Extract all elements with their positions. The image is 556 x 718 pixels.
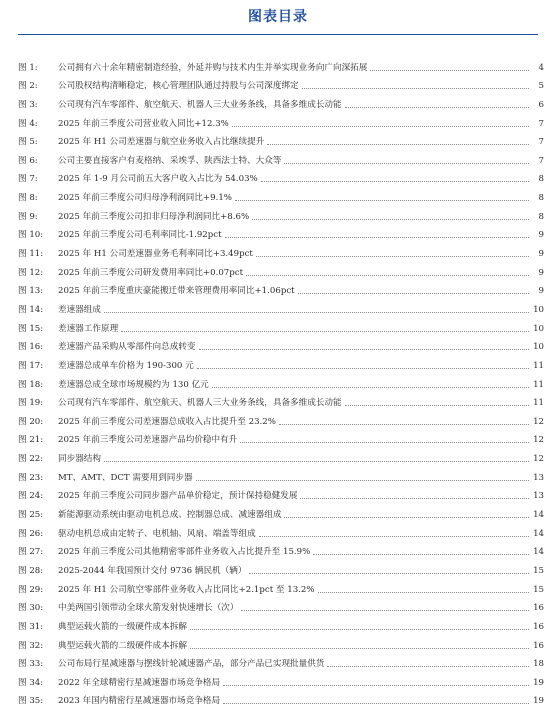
figure-caption: 驱动电机总成由定转子、电机轴、风扇、端盖等组成	[58, 528, 256, 539]
page-number: 9	[538, 267, 544, 278]
dot-leader	[190, 628, 529, 630]
page-title: 图表目录	[248, 9, 308, 25]
toc-entry[interactable]	[18, 614, 544, 633]
figure-number: 图 28:	[18, 565, 44, 576]
page-number: 14	[533, 528, 544, 539]
figure-caption: 差速器工作原理	[58, 323, 119, 334]
figure-number: 图 20:	[18, 416, 44, 427]
page-number: 16	[533, 621, 544, 632]
dot-leader	[259, 535, 529, 537]
figure-number: 图 8:	[18, 193, 38, 204]
figure-number: 图 35:	[18, 696, 44, 707]
figure-caption: 公司拥有六十余年精密制造经验，外延并购与技术内生并举实现业务向广向深拓展	[58, 62, 368, 73]
figure-number: 图 9:	[18, 211, 38, 222]
dot-leader	[104, 311, 529, 313]
dot-leader	[313, 553, 529, 555]
figure-caption: 典型运载火箭的二级硬件成本拆解	[58, 640, 187, 651]
toc-entry[interactable]	[18, 558, 544, 577]
toc-entry[interactable]	[18, 391, 544, 410]
figure-caption: 同步器结构	[58, 454, 101, 465]
figure-number: 图 12:	[18, 267, 44, 278]
figure-number: 图 5:	[18, 137, 38, 148]
dot-leader	[223, 702, 529, 704]
toc-entry[interactable]	[18, 540, 544, 559]
dot-leader	[370, 69, 529, 71]
dot-leader	[261, 180, 529, 182]
toc-entry[interactable]	[18, 577, 544, 596]
page-number: 12	[533, 416, 544, 427]
figure-number: 图 19:	[18, 398, 44, 409]
toc-entry[interactable]	[18, 167, 544, 186]
dot-leader	[197, 367, 529, 369]
figure-caption: 差速器总成全球市场规模约为 130 亿元	[58, 379, 209, 390]
figure-number: 图 6:	[18, 155, 38, 166]
toc-entry[interactable]	[18, 316, 544, 335]
figure-caption: 公司现有汽车零部件、航空航天、机器人三大业务条线，具备多维成长动能	[58, 99, 342, 110]
figure-caption: 2025 年前三季度公司扣非归母净利润同比+8.6%	[58, 211, 250, 222]
page-number: 14	[533, 547, 544, 558]
page-number: 7	[538, 118, 544, 129]
figure-number: 图 13:	[18, 286, 44, 297]
figure-number: 图 22:	[18, 454, 44, 465]
dot-leader	[225, 236, 529, 238]
figure-number: 图 25:	[18, 510, 44, 521]
toc-entry[interactable]	[18, 335, 544, 354]
figure-number: 图 18:	[18, 379, 44, 390]
page-number: 9	[538, 249, 544, 260]
dot-leader	[284, 516, 529, 518]
page-number: 14	[533, 510, 544, 521]
dot-leader	[235, 199, 529, 201]
figure-number: 图 33:	[18, 659, 44, 670]
page-number: 16	[533, 640, 544, 651]
page-number: 11	[533, 360, 544, 371]
figure-number: 图 4:	[18, 118, 38, 129]
dot-leader	[279, 423, 529, 425]
page-number: 12	[533, 435, 544, 446]
figure-number: 图 3:	[18, 99, 38, 110]
page-number: 6	[538, 99, 544, 110]
figure-caption: 新能源驱动系统由驱动电机总成、控制器总成、减速器组成	[58, 510, 282, 521]
page-number: 9	[538, 286, 544, 297]
figure-caption: 2025 年前三季度公司研发费用率同比+0.07pct	[58, 267, 244, 278]
figure-caption: 公司现有汽车零部件、航空航天、机器人三大业务条线，具备多维成长动能	[58, 398, 342, 409]
dot-leader	[121, 330, 529, 332]
toc-entry[interactable]	[18, 111, 544, 130]
toc-entry[interactable]	[18, 521, 544, 540]
figure-number: 图 15:	[18, 323, 44, 334]
figure-caption: 2022 年全球精密行星减速器市场竞争格局	[58, 677, 221, 688]
page-number: 8	[538, 193, 544, 204]
dot-leader	[267, 143, 529, 145]
dot-leader	[249, 572, 529, 574]
figure-caption: 2025-2044 年我国预计交付 9736 辆民机（辆）	[58, 565, 247, 576]
figure-number: 图 10:	[18, 230, 44, 241]
figure-caption: 2025 年前三季度公司毛利率同比-1.92pct	[58, 230, 222, 241]
figure-index-list	[18, 55, 544, 707]
figure-caption: 2025 年 H1 公司差速器业务毛利率同比+3.49pct	[58, 249, 253, 260]
figure-caption: 公司股权结构清晰稳定，核心管理团队通过持股与公司深度绑定	[58, 81, 299, 92]
dot-leader	[298, 292, 529, 294]
page-number: 11	[533, 398, 544, 409]
figure-caption: 典型运载火箭的一级硬件成本拆解	[58, 621, 187, 632]
page-number: 18	[533, 659, 544, 670]
title-divider	[18, 34, 538, 35]
dot-leader	[327, 665, 529, 667]
dot-leader	[284, 162, 529, 164]
dot-leader	[345, 106, 529, 108]
page-number: 15	[533, 565, 544, 576]
figure-number: 图 7:	[18, 174, 38, 185]
toc-entry[interactable]	[18, 652, 544, 671]
figure-caption: 2025 年前三季度公司差速器总成收入占比提升至 23.2%	[58, 416, 276, 427]
figure-number: 图 11:	[18, 249, 44, 260]
toc-entry[interactable]	[18, 484, 544, 503]
dot-leader	[246, 274, 529, 276]
toc-entry[interactable]	[18, 297, 544, 316]
figure-caption: 差速器产品采购从零部件向总成转变	[58, 342, 196, 353]
toc-entry[interactable]	[18, 223, 544, 242]
dot-leader	[300, 497, 529, 499]
figure-caption: MT、AMT、DCT 需要用到同步器	[58, 472, 193, 483]
toc-entry[interactable]	[18, 633, 544, 652]
figure-number: 图 26:	[18, 528, 44, 539]
figure-caption: 2025 年前三季度公司同步器产品单价稳定，预计保持稳健发展	[58, 491, 298, 502]
toc-entry[interactable]	[18, 409, 544, 428]
dot-leader	[196, 479, 529, 481]
dot-leader	[345, 404, 529, 406]
figure-caption: 2025 年前三季度公司其他精密零部件业务收入占比提升至 15.9%	[58, 547, 311, 558]
dot-leader	[252, 218, 529, 220]
toc-entry[interactable]	[18, 372, 544, 391]
figure-number: 图 32:	[18, 640, 44, 651]
figure-caption: 差速器组成	[58, 304, 101, 315]
dot-leader	[256, 255, 529, 257]
page-number: 13	[533, 491, 544, 502]
page-number: 10	[533, 342, 544, 353]
toc-entry[interactable]	[18, 279, 544, 298]
figure-number: 图 30:	[18, 603, 44, 614]
toc-entry[interactable]	[18, 596, 544, 615]
dot-leader	[199, 348, 529, 350]
page-number: 9	[538, 230, 544, 241]
figure-caption: 2025 年 H1 公司差速器与航空业务收入占比继续提升	[58, 137, 265, 148]
page-number: 10	[533, 323, 544, 334]
page-number: 16	[533, 603, 544, 614]
page-number: 10	[533, 304, 544, 315]
dot-leader	[223, 684, 529, 686]
toc-entry[interactable]	[18, 92, 544, 111]
page-number: 13	[533, 472, 544, 483]
figure-number: 图 14:	[18, 304, 44, 315]
toc-entry[interactable]	[18, 74, 544, 93]
toc-entry[interactable]	[18, 446, 544, 465]
toc-entry[interactable]	[18, 670, 544, 689]
figure-caption: 2023 年国内精密行星减速器市场竞争格局	[58, 696, 221, 707]
toc-entry[interactable]	[18, 204, 544, 223]
toc-entry[interactable]	[18, 353, 544, 372]
page-number: 7	[538, 155, 544, 166]
figure-caption: 中美两国引领带动全球火箭发射快速增长（次）	[58, 603, 239, 614]
dot-leader	[302, 87, 529, 89]
page-number: 8	[538, 211, 544, 222]
toc-entry[interactable]	[18, 260, 544, 279]
page-number: 19	[533, 696, 544, 707]
dot-leader	[104, 460, 529, 462]
toc-entry[interactable]	[18, 502, 544, 521]
figure-caption: 公司主要直接客户有麦格纳、采埃孚、陕西法士特、大众等	[58, 155, 282, 166]
toc-entry[interactable]	[18, 428, 544, 447]
figure-number: 图 2:	[18, 81, 38, 92]
figure-caption: 2025 年 H1 公司航空零部件业务收入占比同比+2.1pct 至 13.2%	[58, 584, 315, 595]
page-number: 15	[533, 584, 544, 595]
dot-leader	[241, 609, 529, 611]
figure-caption: 差速器总成单车价格为 190-300 元	[58, 360, 194, 371]
figure-number: 图 31:	[18, 621, 44, 632]
toc-entry[interactable]	[18, 148, 544, 167]
page-number: 8	[538, 174, 544, 185]
page-number: 12	[533, 454, 544, 465]
figure-caption: 2025 年前三季度重庆豪能搬迁带来管理费用率同比+1.06pct	[58, 286, 295, 297]
toc-entry[interactable]	[18, 465, 544, 484]
figure-number: 图 23:	[18, 472, 44, 483]
figure-number: 图 29:	[18, 584, 44, 595]
dot-leader	[212, 386, 529, 388]
dot-leader	[240, 441, 529, 443]
page-number: 7	[538, 137, 544, 148]
dot-leader	[232, 125, 529, 127]
figure-number: 图 1:	[18, 62, 38, 73]
toc-entry[interactable]	[18, 55, 544, 74]
figure-number: 图 24:	[18, 491, 44, 502]
toc-entry[interactable]	[18, 130, 544, 149]
figure-caption: 2025 年前三季度公司营业收入同比+12.3%	[58, 118, 229, 129]
figure-number: 图 21:	[18, 435, 44, 446]
figure-number: 图 27:	[18, 547, 44, 558]
toc-entry[interactable]	[18, 241, 544, 260]
dot-leader	[318, 591, 529, 593]
figure-number: 图 17:	[18, 360, 44, 371]
dot-leader	[190, 647, 529, 649]
toc-entry[interactable]	[18, 185, 544, 204]
figure-number: 图 34:	[18, 677, 44, 688]
figure-caption: 2025 年前三季度公司差速器产品均价稳中有升	[58, 435, 238, 446]
figure-number: 图 16:	[18, 342, 44, 353]
page-number: 19	[533, 677, 544, 688]
toc-entry[interactable]	[18, 689, 544, 708]
figure-caption: 2025 年 1-9 月公司前五大客户收入占比为 54.03%	[58, 174, 258, 185]
page-number: 11	[533, 379, 544, 390]
figure-caption: 2025 年前三季度公司归母净利润同比+9.1%	[58, 193, 232, 204]
page-number: 5	[538, 81, 544, 92]
page-number: 4	[538, 62, 544, 73]
figure-caption: 公司布局行星减速器与摆线针轮减速器产品，部分产品已实现批量供货	[58, 659, 325, 670]
